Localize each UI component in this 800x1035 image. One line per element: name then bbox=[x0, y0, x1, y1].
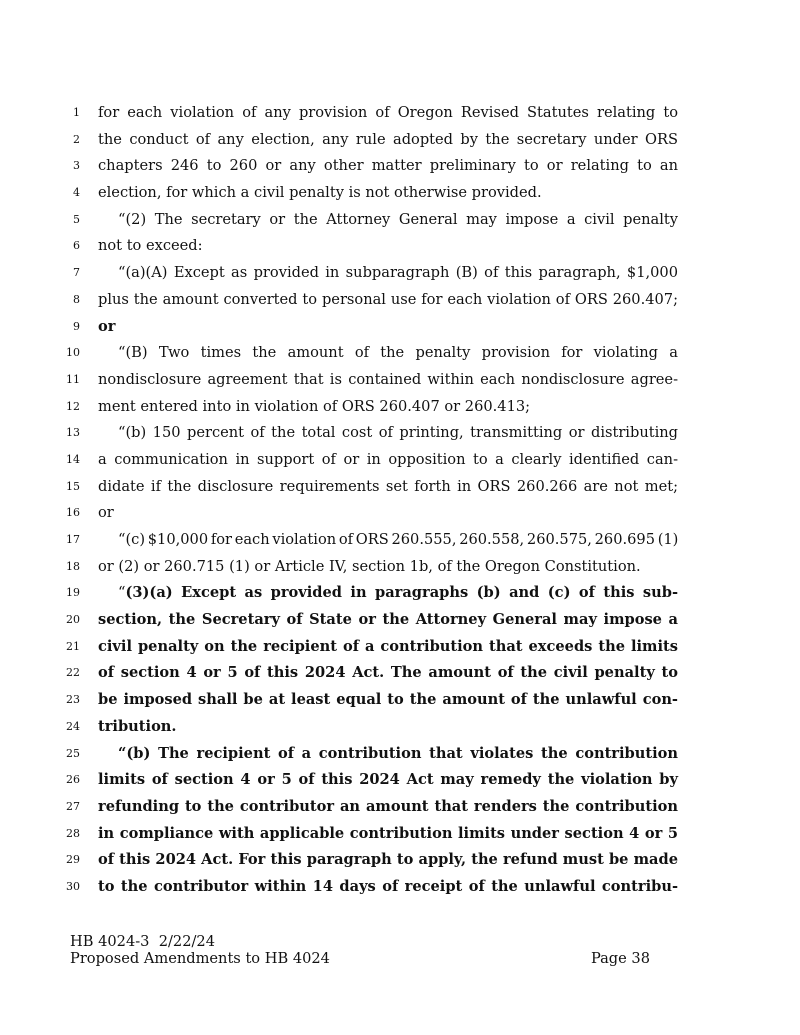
line-text bbox=[98, 474, 678, 501]
document-line bbox=[0, 100, 800, 127]
line-number: 28 bbox=[66, 826, 80, 840]
line-number: 4 bbox=[73, 186, 80, 200]
line-text bbox=[98, 367, 678, 394]
line-text bbox=[98, 153, 678, 180]
document-line bbox=[0, 634, 800, 661]
document-body bbox=[0, 100, 800, 901]
line-number: 21 bbox=[66, 639, 80, 653]
line-number: 1 bbox=[73, 106, 80, 119]
document-line bbox=[0, 340, 800, 367]
amendment-description: Proposed Amendments to HB 4024 bbox=[70, 950, 330, 967]
line-number: 9 bbox=[73, 319, 80, 333]
text-run: “(b) 150 percent of the total cost of printing, transmitting or distributing bbox=[118, 424, 678, 442]
text-run: didate if the disclosure requirements set forth in ORS 260.266 are not met; bbox=[98, 477, 678, 495]
text-run: nondisclosure agreement that is contained within each nondisclosure agree- bbox=[98, 370, 678, 388]
line-number: 23 bbox=[66, 693, 80, 707]
line-text bbox=[118, 340, 678, 367]
line-number: 15 bbox=[66, 479, 80, 493]
document-line bbox=[0, 660, 800, 687]
bold-text: be imposed shall be at least equal to the amount of the unlawful con- bbox=[98, 691, 678, 709]
line-text bbox=[118, 580, 678, 607]
line-text bbox=[98, 714, 678, 741]
line-text bbox=[98, 634, 678, 661]
document-line bbox=[0, 287, 800, 314]
text-run: a communication in support of or in opposition to a clearly identified can- bbox=[98, 450, 678, 468]
text-run: or bbox=[98, 504, 114, 522]
text-run: “(2) The secretary or the Attorney General may impose a civil penalty bbox=[118, 210, 678, 228]
text-run: ment entered into in violation of ORS 260.407 or 260.413; bbox=[98, 397, 531, 415]
bold-text: in compliance with applicable contribution limits under section 4 or 5 bbox=[98, 824, 678, 842]
text-run: “(a)(A) Except as provided in subparagraph (B) of this paragraph, $1,000 bbox=[118, 264, 678, 282]
bill-version: HB 4024-3 2/22/24 bbox=[70, 933, 215, 950]
document-line bbox=[0, 527, 800, 554]
line-text bbox=[98, 687, 678, 714]
bold-text: limits of section 4 or 5 of this 2024 Act may remedy the violation by bbox=[98, 771, 678, 789]
text-run: for each violation of any provision of Oregon Revised Statutes relating to bbox=[98, 104, 678, 121]
document-line bbox=[0, 580, 800, 607]
document-line bbox=[0, 607, 800, 634]
text-run: the conduct of any election, any rule adopted by the secretary under ORS bbox=[98, 130, 678, 148]
text-run: or (2) or 260.715 (1) or Article IV, section 1b, of the Oregon Constitution. bbox=[98, 557, 641, 575]
line-text bbox=[98, 660, 678, 687]
line-text bbox=[98, 607, 678, 634]
line-number: 22 bbox=[66, 666, 80, 680]
line-number: 16 bbox=[66, 506, 80, 520]
text-run: chapters 246 to 260 or any other matter preliminary to or relating to an bbox=[98, 157, 678, 175]
line-number: 14 bbox=[66, 452, 80, 466]
document-line bbox=[0, 127, 800, 154]
document-line bbox=[0, 260, 800, 287]
document-line bbox=[0, 500, 800, 527]
line-text bbox=[98, 447, 678, 474]
document-line bbox=[0, 714, 800, 741]
document-line bbox=[0, 794, 800, 821]
line-number: 5 bbox=[73, 212, 80, 226]
bold-text: of section 4 or 5 of this 2024 Act. The amount of the civil penalty to bbox=[98, 664, 678, 682]
line-number: 12 bbox=[66, 399, 80, 413]
document-line bbox=[0, 367, 800, 394]
document-line bbox=[0, 180, 800, 207]
document-line bbox=[0, 233, 800, 260]
document-line bbox=[0, 741, 800, 768]
line-text bbox=[118, 207, 678, 234]
document-line bbox=[0, 447, 800, 474]
line-text bbox=[98, 767, 678, 794]
line-number: 2 bbox=[73, 132, 80, 146]
line-number: 3 bbox=[73, 159, 80, 173]
line-number: 27 bbox=[66, 799, 80, 813]
bold-text: “(b) The recipient of a contribution that violates the contribution bbox=[118, 744, 678, 762]
document-line bbox=[0, 554, 800, 581]
document-line bbox=[0, 874, 800, 901]
text-run: “ bbox=[118, 584, 126, 602]
document-line bbox=[0, 394, 800, 421]
line-text bbox=[118, 260, 678, 287]
line-number: 24 bbox=[66, 719, 80, 733]
text-run: election, for which a civil penalty is not otherwise provided. bbox=[98, 184, 542, 202]
line-number: 29 bbox=[66, 853, 80, 867]
line-text bbox=[118, 527, 678, 554]
document-line bbox=[0, 847, 800, 874]
line-text bbox=[98, 127, 678, 154]
line-number: 11 bbox=[66, 372, 80, 386]
bold-text: tribution. bbox=[98, 717, 177, 735]
line-number: 30 bbox=[66, 879, 80, 893]
line-text bbox=[98, 233, 678, 260]
document-line bbox=[0, 207, 800, 234]
bold-text: (3)(a) Except as provided in paragraphs (b) and (c) of this sub- bbox=[125, 584, 678, 602]
line-number: 6 bbox=[73, 239, 80, 253]
bold-text: section, the Secretary of State or the Attorney General may impose a bbox=[98, 611, 678, 629]
page-number: Page 38 bbox=[590, 950, 650, 967]
line-number: 20 bbox=[66, 613, 80, 627]
line-text bbox=[98, 100, 678, 127]
document-line bbox=[0, 821, 800, 848]
text-run: not to exceed: bbox=[98, 237, 203, 255]
document-line bbox=[0, 687, 800, 714]
line-text bbox=[98, 500, 678, 527]
bold-text: or bbox=[98, 317, 116, 335]
line-number: 8 bbox=[73, 292, 80, 306]
text-run: “(c) $10,000 for each violation of ORS 260.555, 260.558, 260.575, 260.695 (1) bbox=[118, 531, 679, 548]
line-text bbox=[98, 821, 678, 848]
bold-text: of this 2024 Act. For this paragraph to apply, the refund must be made bbox=[98, 851, 678, 869]
bold-text: refunding to the contributor an amount that renders the contribution bbox=[98, 797, 678, 815]
text-run: “(B) Two times the amount of the penalty provision for violating a bbox=[118, 344, 678, 362]
line-text bbox=[98, 847, 678, 874]
line-number: 7 bbox=[73, 266, 80, 280]
document-line bbox=[0, 153, 800, 180]
text-run: plus the amount converted to personal use for each violation of ORS 260.407; bbox=[98, 290, 678, 308]
line-number: 19 bbox=[66, 586, 80, 600]
line-text bbox=[118, 420, 678, 447]
bold-text: civil penalty on the recipient of a contribution that exceeds the limits bbox=[98, 637, 678, 655]
line-number: 25 bbox=[66, 746, 80, 760]
document-line bbox=[0, 474, 800, 501]
line-text bbox=[118, 741, 678, 768]
bold-text: to the contributor within 14 days of receipt of the unlawful contribu- bbox=[98, 877, 678, 895]
line-number: 17 bbox=[66, 533, 80, 546]
page-footer bbox=[70, 933, 650, 967]
line-number: 26 bbox=[66, 773, 80, 787]
line-number: 13 bbox=[66, 426, 80, 440]
line-text bbox=[98, 794, 678, 821]
line-number: 18 bbox=[66, 559, 80, 573]
line-text bbox=[98, 180, 678, 207]
line-text bbox=[98, 394, 678, 421]
line-text bbox=[98, 287, 678, 314]
document-line bbox=[0, 420, 800, 447]
line-number: 10 bbox=[66, 346, 80, 360]
document-line bbox=[0, 314, 800, 341]
document-line bbox=[0, 767, 800, 794]
line-text bbox=[98, 314, 678, 341]
line-text bbox=[98, 554, 678, 581]
line-text bbox=[98, 874, 678, 901]
